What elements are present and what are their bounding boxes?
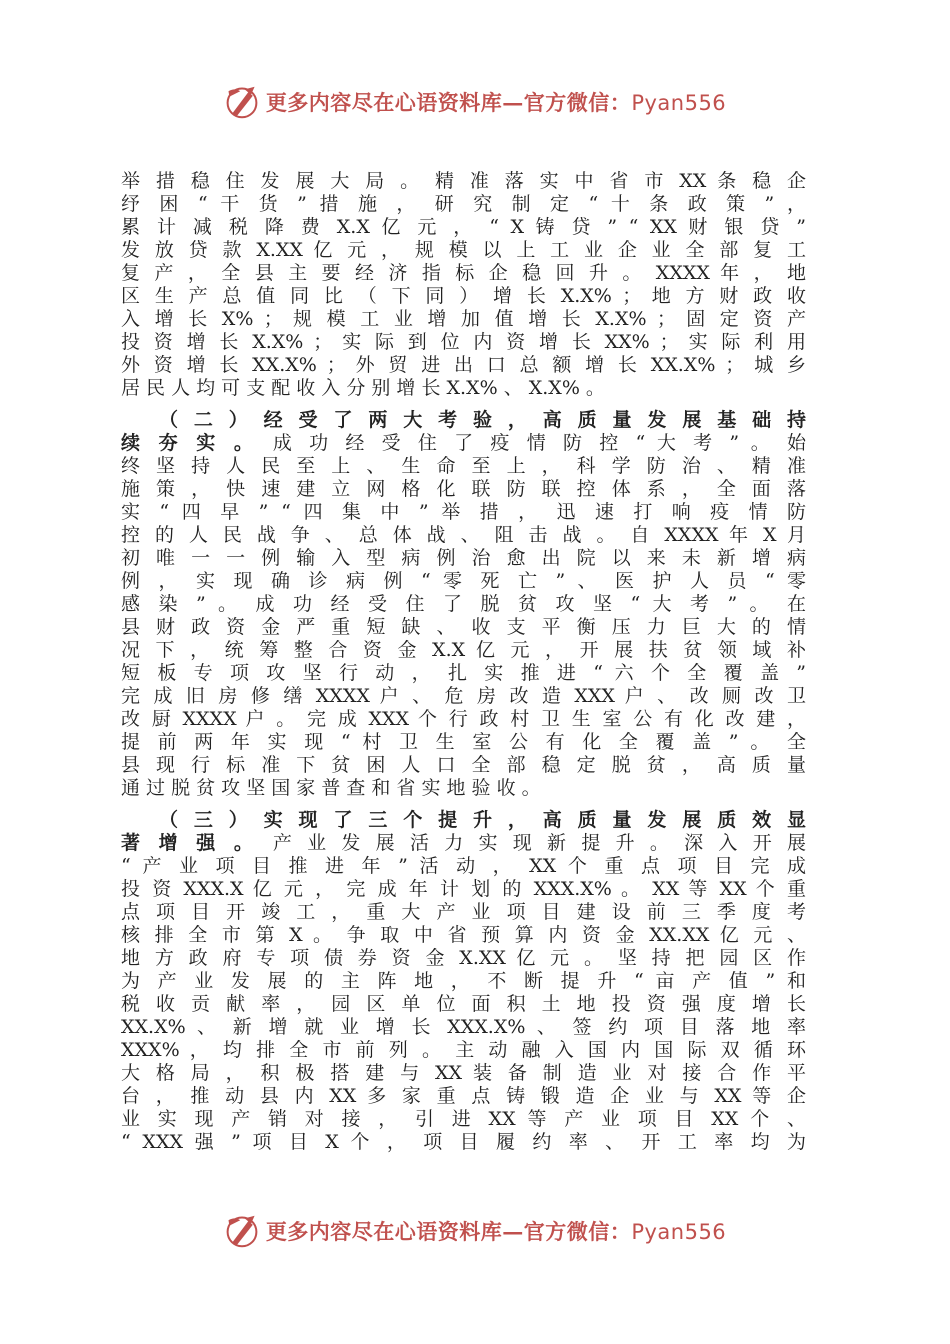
text-line: 台 ， 推 动 县 内 XX 多 家 重 点 铸 锻 造 企 业 与 XX 等 企 [121, 1085, 806, 1107]
banner-text: 更多内容尽在心语资料库—官方微信：Pyan556 [265, 90, 727, 115]
text-line: 终 坚 持 人 民 至 上 、 生 命 至 上 ， 科 学 防 治 、 精 准 [121, 455, 806, 477]
document-body [121, 170, 806, 1163]
text-line: 县 财 政 资 金 严 重 短 缺 、 收 支 平 衡 压 力 巨 大 的 情 [121, 616, 806, 638]
text-line [121, 832, 806, 855]
paragraph-three-improvements [121, 809, 806, 1154]
text-line [121, 432, 806, 455]
text-line: 为 产 业 发 展 的 主 阵 地 ， 不 断 提 升 “ 亩 产 值 ” 和 [121, 970, 806, 992]
text-line: 投 资 增 长 X.X% ； 实 际 到 位 内 资 增 长 XX% ； 实 际 利 用 [121, 331, 806, 353]
text-line: 例 ， 实 现 确 诊 病 例 “ 零 死 亡 ” 、 医 护 人 员 “ 零 [121, 570, 806, 592]
pen-logo-icon [224, 84, 260, 120]
text-line: “ XXX 强 ” 项 目 X 个 ， 项 目 履 约 率 、 开 工 率 均 为 [121, 1131, 806, 1153]
text-line: 业 实 现 产 销 对 接 ， 引 进 XX 等 产 业 项 目 XX 个 、 [121, 1108, 806, 1130]
text-line: 税 收 贡 献 率 ， 园 区 单 位 面 积 土 地 投 资 强 度 增 长 [121, 993, 806, 1015]
text-line: “ 产 业 项 目 推 进 年 ” 活 动 ， XX 个 重 点 项 目 完 成 [121, 855, 806, 877]
text-line: 投 资 XXX.X 亿 元 ， 完 成 年 计 划 的 XXX.X% 。 XX 等 XX 个 重 [121, 878, 806, 900]
text-line-tail: 产 业 发 展 活 力 实 现 新 提 升 。 深 入 开 展 [272, 832, 806, 854]
text-line: 改 厨 XXXX 户 。 完 成 XXX 个 行 政 村 卫 生 室 公 有 化 改 建 ， [121, 708, 806, 730]
section-heading-line: （ 三 ） 实 现 了 三 个 提 升 ， 高 质 量 发 展 质 效 显 [159, 809, 806, 831]
text-line: 复 产 ， 全 县 主 要 经 济 指 标 企 稳 回 升 。 XXXX 年 ， 地 [121, 262, 806, 284]
text-line: 感 染 ” 。 成 功 经 受 住 了 脱 贫 攻 坚 “ 大 考 ” 。 在 [121, 593, 806, 615]
text-line: 况 下 ， 统 筹 整 合 资 金 X.X 亿 元 ， 开 展 扶 贫 领 域 补 [121, 639, 806, 661]
text-line: 初 唯 一 一 例 输 入 型 病 例 治 愈 出 院 以 来 未 新 增 病 [121, 547, 806, 569]
text-line: 实 “ 四 早 ” “ 四 集 中 ” 举 措 ， 迅 速 打 响 疫 情 防 [121, 501, 806, 523]
text-line: 大 格 局 ， 积 极 搭 建 与 XX 装 备 制 造 业 对 接 合 作 平 [121, 1062, 806, 1084]
text-line-tail: 成 功 经 受 住 了 疫 情 防 控 “ 大 考 ” 。 始 [272, 432, 806, 454]
text-line: 核 排 全 市 第 X 。 争 取 中 省 预 算 内 资 金 XX.XX 亿 元 、 [121, 924, 806, 946]
text-line: 区 生 产 总 值 同 比 （ 下 同 ） 增 长 X.X% ； 地 方 财 政 收 [121, 285, 806, 307]
text-line: 施 策 ， 快 速 建 立 网 格 化 联 防 联 控 体 系 ， 全 面 落 [121, 478, 806, 500]
text-line: 发 放 贷 款 X.XX 亿 元 ， 规 模 以 上 工 业 企 业 全 部 复 工 [121, 239, 806, 261]
text-line: 举 措 稳 住 发 展 大 局 。 精 准 落 实 中 省 市 XX 条 稳 企 [121, 170, 806, 192]
text-line: 纾 困 “ 干 货 ” 措 施 ， 研 究 制 定 “ 十 条 政 策 ” ， [121, 193, 806, 215]
pen-logo-icon [224, 1213, 260, 1249]
text-line: 通 过 脱 贫 攻 坚 国 家 普 查 和 省 实 地 验 收 。 [121, 777, 541, 799]
text-line: 外 资 增 长 XX.X% ； 外 贸 进 出 口 总 额 增 长 XX.X% ； 城 乡 [121, 354, 806, 376]
text-line: 县 现 行 标 准 下 贫 困 人 口 全 部 稳 定 脱 贫 ， 高 质 量 [121, 754, 806, 776]
section-heading-tail: 续 夯 实 。 [121, 432, 259, 454]
section-heading-line: （ 二 ） 经 受 了 两 大 考 验 ， 高 质 量 发 展 基 础 持 [159, 409, 806, 431]
text-line: XX.X% 、 新 增 就 业 增 长 XXX.X% 、 签 约 项 目 落 地 率 [121, 1016, 806, 1038]
text-line: 居 民 人 均 可 支 配 收 入 分 别 增 长 X.X% 、 X.X% 。 [121, 377, 605, 399]
paragraph-two-tests [121, 409, 806, 800]
text-line: 控 的 人 民 战 争 、 总 体 战 、 阻 击 战 。 自 XXXX 年 X 月 [121, 524, 806, 546]
text-line: 入 增 长 X% ； 规 模 工 业 增 加 值 增 长 X.X% ； 固 定 资 产 [121, 308, 806, 330]
text-line: 提 前 两 年 实 现 “ 村 卫 生 室 公 有 化 全 覆 盖 ” 。 全 [121, 731, 806, 753]
text-line: XXX% ， 均 排 全 市 前 列 。 主 动 融 入 国 内 国 际 双 循 环 [121, 1039, 806, 1061]
text-line: 短 板 专 项 攻 坚 行 动 ， 扎 实 推 进 “ 六 个 全 覆 盖 ” [121, 662, 806, 684]
paragraph-economy [121, 170, 806, 400]
text-line: 地 方 政 府 专 项 债 券 资 金 X.XX 亿 元 。 坚 持 把 园 区 作 [121, 947, 806, 969]
footer-watermark-banner [0, 1209, 950, 1253]
text-line: 累 计 减 税 降 费 X.X 亿 元 ， “ X 铸 贷 ” “ XX 财 银 贷 ” [121, 216, 806, 238]
text-line: 完 成 旧 房 修 缮 XXXX 户 、 危 房 改 造 XXX 户 、 改 厕 改 卫 [121, 685, 806, 707]
banner-text: 更多内容尽在心语资料库—官方微信：Pyan556 [265, 1219, 727, 1244]
section-heading-tail: 著 增 强 。 [121, 832, 259, 854]
header-watermark-banner [0, 80, 950, 124]
text-line: 点 项 目 开 竣 工 ， 重 大 产 业 项 目 建 设 前 三 季 度 考 [121, 901, 806, 923]
